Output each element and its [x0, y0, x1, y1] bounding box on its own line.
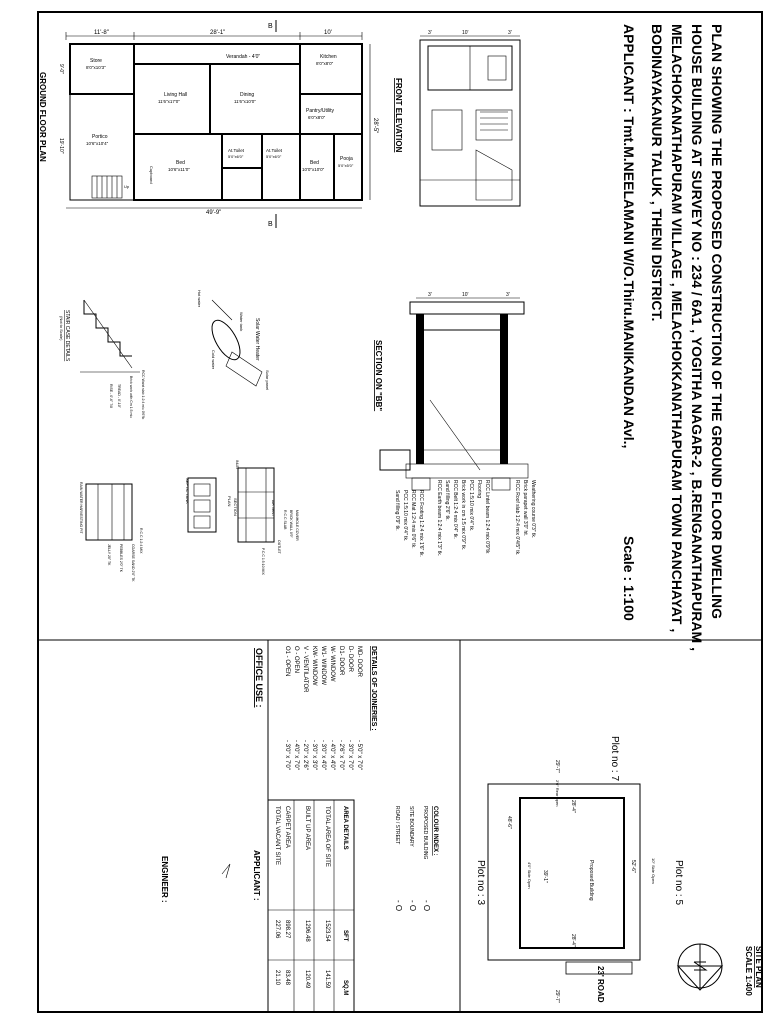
svg-text:- 3'0" x 4'0": - 3'0" x 4'0" — [320, 740, 326, 770]
room-toilet-1: At.Toilet — [228, 148, 245, 153]
svg-text:- 3'0" x 7'0": - 3'0" x 7'0" — [347, 740, 353, 770]
svg-text:10'0"x10'0": 10'0"x10'0" — [302, 167, 325, 172]
svg-text:RCC Earth beam 1:2:4 mix 1'3": RCC Earth beam 1:2:4 mix 1'3" tk. — [436, 480, 442, 557]
svg-text:JELLY 20" TK: JELLY 20" TK — [107, 544, 111, 566]
svg-text:TREAD - 0'-10": TREAD - 0'-10" — [117, 384, 121, 408]
signature-mark — [222, 864, 230, 878]
svg-text:Sand filling 2'6" tk.: Sand filling 2'6" tk. — [444, 480, 450, 521]
svg-text:1296.48: 1296.48 — [304, 920, 310, 942]
svg-text:- O: - O — [394, 900, 403, 912]
svg-text:W- WINDOW: W- WINDOW — [329, 646, 335, 682]
solar-heater-detail — [197, 290, 270, 390]
svg-text:STAIR CASE DETAILS: STAIR CASE DETAILS — [64, 310, 70, 362]
svg-text:RCC Belt 1:2:4 mix 0'4" tk.: RCC Belt 1:2:4 mix 0'4" tk. — [452, 480, 458, 539]
joinery-table — [254, 646, 377, 770]
front-elevation — [394, 30, 520, 206]
room-toilet-2: At.Toilet — [266, 148, 283, 153]
svg-text:10': 10' — [462, 30, 469, 36]
road-label: 23' ROAD — [596, 966, 605, 1003]
ground-floor-plan — [38, 20, 378, 228]
svg-text:2'0" Rear open: 2'0" Rear open — [555, 780, 560, 807]
svg-text:W1- WINDOW: W1- WINDOW — [320, 646, 326, 685]
svg-text:SECTION: SECTION — [233, 498, 238, 516]
svg-text:Water tank: Water tank — [239, 312, 244, 332]
svg-text:3': 3' — [428, 30, 432, 36]
north-arrow-icon — [678, 944, 722, 990]
svg-text:R.C.C SLAB: R.C.C SLAB — [283, 510, 287, 530]
svg-text:CARPET AREA: CARPET AREA — [284, 806, 290, 848]
svg-text:- O: - O — [422, 900, 431, 912]
title-line-3: MELACHOKANATHAPURAM VILLAGE , MELACHOKKANATHAPURAM TOWN PANCHAYAT , — [669, 24, 685, 633]
room-verandah: Verandah - 4'0" — [226, 54, 261, 60]
svg-text:8'0"x10'3": 8'0"x10'3" — [86, 65, 106, 70]
svg-text:SITE BOUNDARY: SITE BOUNDARY — [408, 806, 414, 847]
septic-tank-detail — [185, 460, 299, 575]
svg-text:DETAILS OF JOINERIES :: DETAILS OF JOINERIES : — [370, 646, 377, 731]
svg-text:11'6"x10'0": 11'6"x10'0" — [234, 99, 256, 104]
joinery-row — [284, 646, 362, 770]
svg-text:Solar panel: Solar panel — [265, 370, 270, 391]
svg-text:8'0"x8'0": 8'0"x8'0" — [316, 61, 334, 66]
svg-text:V - VENTILATOR: V - VENTILATOR — [302, 646, 308, 693]
svg-text:RCC Mat 1:2:4 mix 0'6" tk.: RCC Mat 1:2:4 mix 0'6" tk. — [410, 490, 416, 549]
svg-text:Solar Water Heater: Solar Water Heater — [254, 318, 260, 361]
svg-text:B: B — [268, 221, 273, 228]
ground-floor-caption: GROUND FLOOR PLAN — [38, 72, 47, 162]
applicant-line: APPLICANT : Tmt.M.NEELAMANI W/O.Thiru.MANIKANDAN Avl., — [621, 24, 637, 449]
room-living: Living Hall — [164, 92, 188, 98]
colour-index — [394, 806, 438, 911]
svg-text:11'6"x17'0": 11'6"x17'0" — [158, 99, 180, 104]
svg-text:10" Side Open: 10" Side Open — [651, 858, 656, 884]
svg-text:83.48: 83.48 — [284, 970, 290, 986]
svg-text:5'0"x6'0": 5'0"x6'0" — [266, 154, 282, 159]
section-notes — [394, 480, 536, 557]
svg-text:3': 3' — [506, 292, 510, 298]
main-outline — [134, 44, 362, 200]
svg-text:SCALE 1:400: SCALE 1:400 — [744, 946, 753, 996]
svg-text:OUTLET: OUTLET — [277, 540, 281, 554]
svg-text:O1 - OPEN: O1 - OPEN — [284, 646, 290, 677]
svg-text:10'6"x11'0": 10'6"x11'0" — [168, 167, 190, 172]
svg-text:- 2'0" x 2'6": - 2'0" x 2'6" — [302, 740, 308, 770]
svg-text:MD- DOOR: MD- DOOR — [356, 646, 362, 677]
svg-text:PCC 1:5:10 mix 0'4" tk.: PCC 1:5:10 mix 0'4" tk. — [402, 490, 408, 542]
svg-text:BRICK WALL 0'9": BRICK WALL 0'9" — [289, 510, 293, 538]
svg-text:PROPOSED BUILDING: PROPOSED BUILDING — [422, 806, 428, 860]
svg-text:- 4'0" x 7'0": - 4'0" x 7'0" — [293, 740, 299, 770]
svg-text:5'0"x6'0": 5'0"x6'0" — [228, 154, 244, 159]
title-line-1: PLAN SHOWING THE PROPOSED CONSTRUCTION OF THE GROUND FLOOR DWELLING — [709, 24, 725, 619]
room-dining: Dining — [240, 92, 255, 98]
signature-block — [160, 850, 261, 903]
svg-text:10': 10' — [462, 292, 469, 298]
site-plan — [475, 736, 763, 1003]
svg-text:RAIN WATER HARVESTING PIT: RAIN WATER HARVESTING PIT — [79, 482, 83, 534]
area-table — [268, 800, 354, 1012]
svg-text:Proposed Building: Proposed Building — [588, 860, 594, 901]
plot-7-label: Plot no : 7 — [609, 736, 620, 782]
svg-text:- 3'0" x 3'0": - 3'0" x 3'0" — [311, 740, 317, 770]
plot-3-label: Plot no : 3 — [475, 860, 486, 906]
svg-text:Brick work with Cm 1:5 mix: Brick work with Cm 1:5 mix — [129, 376, 133, 419]
svg-text:10'6"x10'4": 10'6"x10'4" — [86, 141, 109, 146]
svg-text:21.10: 21.10 — [274, 970, 280, 986]
engineer-signature-label: ENGINEER : — [160, 856, 169, 903]
svg-text:3': 3' — [508, 30, 512, 36]
svg-text:898.27: 898.27 — [284, 920, 290, 939]
svg-text:5'0"x5'0": 5'0"x5'0" — [338, 163, 354, 168]
dim-left-a: 9'-0" — [58, 64, 64, 74]
svg-text:Weathering course 0'3" tk.: Weathering course 0'3" tk. — [530, 480, 536, 539]
svg-text:- 5'0" x 7'0": - 5'0" x 7'0" — [356, 740, 362, 770]
svg-text:4'0" Side Open: 4'0" Side Open — [527, 862, 532, 889]
svg-text:B: B — [268, 23, 273, 30]
svg-text:(Not to Scale): (Not to Scale) — [59, 316, 64, 341]
label-up: Up — [124, 184, 130, 189]
svg-text:141.59: 141.59 — [324, 970, 330, 989]
svg-text:Hot water: Hot water — [197, 290, 202, 308]
svg-text:RISE - 0'-6" 7/8: RISE - 0'-6" 7/8 — [109, 384, 113, 409]
svg-text:BUILT UP AREA: BUILT UP AREA — [304, 806, 310, 851]
dim-top-a: 11'-8" — [94, 30, 109, 36]
room-bed-1: Bed — [176, 160, 185, 166]
svg-text:O - OPEN: O - OPEN — [293, 646, 299, 674]
svg-text:KW- WINDOW: KW- WINDOW — [311, 646, 317, 686]
svg-text:COLOUR INDEX :: COLOUR INDEX : — [432, 806, 438, 856]
svg-text:AREA DETAILS: AREA DETAILS — [342, 806, 348, 850]
svg-text:SFT: SFT — [342, 930, 348, 942]
section-bb — [374, 292, 536, 557]
svg-text:SITE PLAN: SITE PLAN — [754, 946, 763, 988]
title-line-2: HOUSE BUILDING AT SURVEY NO : 234 / 6A1 , YOGITHA NAGAR-2 , B.RENGANATHAPURAM , — [689, 24, 705, 651]
label-cupboard: Cupboard — [149, 166, 154, 184]
svg-text:INLET: INLET — [235, 460, 239, 470]
proposed-building-outline — [520, 798, 624, 948]
svg-text:MANHOLE COVER: MANHOLE COVER — [295, 510, 299, 541]
title-block — [621, 24, 725, 651]
dim-top-c: 10' — [324, 30, 332, 36]
svg-text:28'-4": 28'-4" — [570, 800, 576, 813]
svg-text:R.C.C 1:2:4 MIX: R.C.C 1:2:4 MIX — [139, 528, 143, 554]
svg-text:1523.54: 1523.54 — [324, 920, 330, 942]
svg-text:120.49: 120.49 — [304, 970, 310, 989]
svg-text:Brick parapet wall 3'0" ht.: Brick parapet wall 3'0" ht. — [522, 480, 528, 537]
svg-text:D1- DOOR: D1- DOOR — [338, 646, 344, 676]
svg-text:PEBBLES 2'0" TK: PEBBLES 2'0" TK — [119, 544, 123, 573]
svg-text:ROAD / STREET: ROAD / STREET — [394, 806, 400, 845]
svg-text:P.C.C 1:5:10 MIX: P.C.C 1:5:10 MIX — [261, 548, 265, 575]
svg-text:Cold water: Cold water — [211, 350, 216, 370]
svg-text:52'-6": 52'-6" — [630, 860, 636, 873]
svg-text:48'-6": 48'-6" — [506, 816, 512, 829]
svg-text:Sand filling 0'9" tk.: Sand filling 0'9" tk. — [394, 490, 400, 531]
dim-right: 28'-5" — [372, 118, 378, 134]
drawing-scale: Scale : 1:100 — [621, 536, 637, 621]
section-caption: SECTION ON "BB" — [374, 340, 383, 412]
svg-text:COARSE SAND 2'0" TK: COARSE SAND 2'0" TK — [131, 544, 135, 582]
svg-text:- 2'6" x 7'0": - 2'6" x 7'0" — [338, 740, 344, 770]
rain-harvesting-detail — [79, 482, 143, 582]
stair-case-detail — [59, 300, 145, 419]
title-line-4: BODINAYAKANUR TALUK , THENI DISTRICT. — [649, 24, 665, 322]
dim-bottom: 49'-9" — [206, 210, 222, 216]
svg-text:- O: - O — [408, 900, 417, 912]
site-boundary — [488, 784, 640, 960]
svg-text:227.06: 227.06 — [274, 920, 280, 939]
svg-text:RCC Waist slab 1:2:4 mix 0'6"t: RCC Waist slab 1:2:4 mix 0'6"tk — [141, 370, 145, 420]
room-pooja: Pooja — [340, 156, 353, 162]
svg-text:- 3'0" x 7'0": - 3'0" x 7'0" — [284, 740, 290, 770]
room-store: Store — [90, 58, 102, 64]
svg-text:SEPTIC TANK: SEPTIC TANK — [185, 478, 190, 504]
room-portico: Portico — [92, 134, 108, 140]
room-pantry: Pantry/Utility — [306, 108, 335, 114]
svg-text:39'-1": 39'-1" — [542, 870, 548, 883]
front-elevation-caption: FRONT ELEVATION — [394, 78, 403, 153]
office-use-label: OFFICE USE : — [254, 648, 264, 708]
svg-text:PLAN: PLAN — [227, 496, 232, 507]
svg-text:29'-7": 29'-7" — [554, 990, 560, 1003]
svg-text:AIR VENT: AIR VENT — [271, 500, 275, 517]
svg-text:Brick work in cm 1:5 mix 0'9": Brick work in cm 1:5 mix 0'9" tk. — [460, 480, 466, 551]
dim-left-b: 19'-10" — [58, 138, 64, 154]
svg-text:28'-4": 28'-4" — [570, 934, 576, 947]
room-kitchen: Kitchen — [320, 54, 337, 60]
dim-top-b: 28'-1" — [210, 30, 226, 36]
svg-text:RCC Roof slab 1:2:4 mix 0'4/5": RCC Roof slab 1:2:4 mix 0'4/5" tk. — [514, 480, 520, 556]
svg-text:- 4'0" x 4'0": - 4'0" x 4'0" — [329, 740, 335, 770]
svg-text:D- DOOR: D- DOOR — [347, 646, 353, 672]
svg-text:TOTAL VACANT SITE: TOTAL VACANT SITE — [274, 806, 280, 866]
svg-text:3': 3' — [428, 292, 432, 298]
svg-text:PCC 1:5:10 mix 0'4" tk.: PCC 1:5:10 mix 0'4" tk. — [468, 480, 474, 532]
svg-text:RCC Footing 1:2:4 mix 1'6" tk.: RCC Footing 1:2:4 mix 1'6" tk. — [418, 490, 424, 557]
svg-text:6'0"x8'0": 6'0"x8'0" — [308, 115, 326, 120]
svg-text:TOTAL AREA OF SITE: TOTAL AREA OF SITE — [324, 806, 330, 867]
svg-text:SQ.M: SQ.M — [342, 980, 348, 996]
svg-text:29'-7": 29'-7" — [554, 760, 560, 773]
room-bed-2: Bed — [310, 160, 319, 166]
svg-text:RCC Lintel beam 1:2:4 mix 0'9": RCC Lintel beam 1:2:4 mix 0'9"tk — [484, 480, 490, 554]
applicant-signature-label: APPLICANT : — [252, 850, 261, 901]
plot-5-label: Plot no : 5 — [673, 860, 684, 906]
svg-text:Flooring: Flooring — [476, 480, 482, 499]
stair-symbol — [92, 176, 122, 198]
